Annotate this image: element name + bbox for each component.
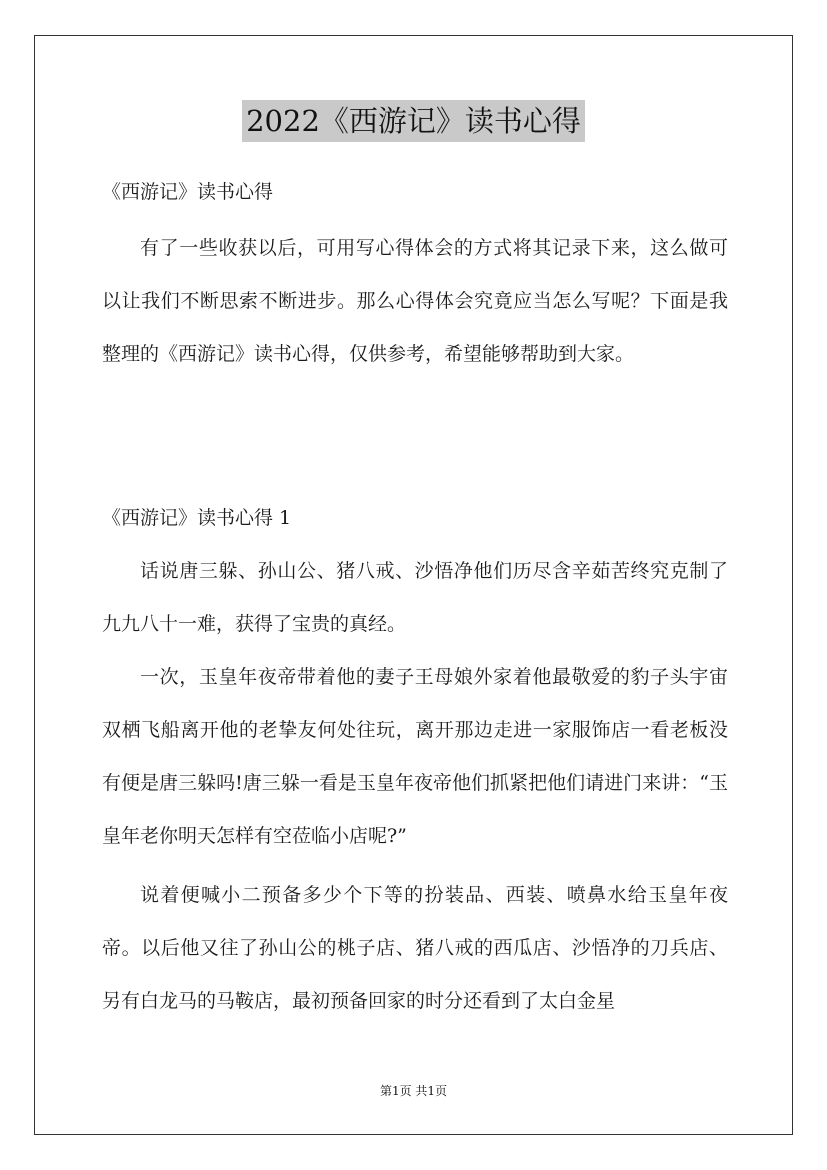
intro-paragraph: 有了一些收获以后，可用写心得体会的方式将其记录下来，这么做可以让我们不断思索不断进步。那么心得体会究竟应当怎么写呢？下面是我整理的《西游记》读书心得，仅供参考，希望能够帮助到大家。 bbox=[102, 237, 728, 365]
body-paragraph-3: 说着便喊小二预备多少个下等的扮装品、西装、喷鼻水给玉皇年夜帝。以后他又往了孙山公的桃子店、猪八戒的西瓜店、沙悟净的刀兵店、另有白龙马的马鞍店，最初预备回家的时分还看到了太白金星 bbox=[102, 884, 728, 1012]
body-paragraph-1: 话说唐三躲、孙山公、猪八戒、沙悟净他们历尽含辛茹苦终究克制了九九八十一难，获得了宝贵的真经。 bbox=[102, 560, 728, 635]
subtitle: 《西游记》读书心得 bbox=[102, 181, 274, 203]
section-heading: 《西游记》读书心得 1 bbox=[102, 507, 292, 529]
title-container bbox=[0, 100, 827, 142]
page-number: 第1页 共1页 bbox=[379, 1084, 448, 1098]
document-title: 2022《西游记》读书心得 bbox=[242, 100, 585, 142]
page-footer bbox=[0, 1082, 827, 1099]
body-paragraph-2: 一次，玉皇年夜帝带着他的妻子王母娘外家着他最敬爱的豹子头宇宙双栖飞船离开他的老挚友何处往玩，离开那边走进一家服饰店一看老板没有便是唐三躲吗!唐三躲一看是玉皇年夜帝他们抓紧把他们请进门来讲：“玉皇年老你明天怎样有空莅临小店呢?” bbox=[102, 666, 728, 847]
